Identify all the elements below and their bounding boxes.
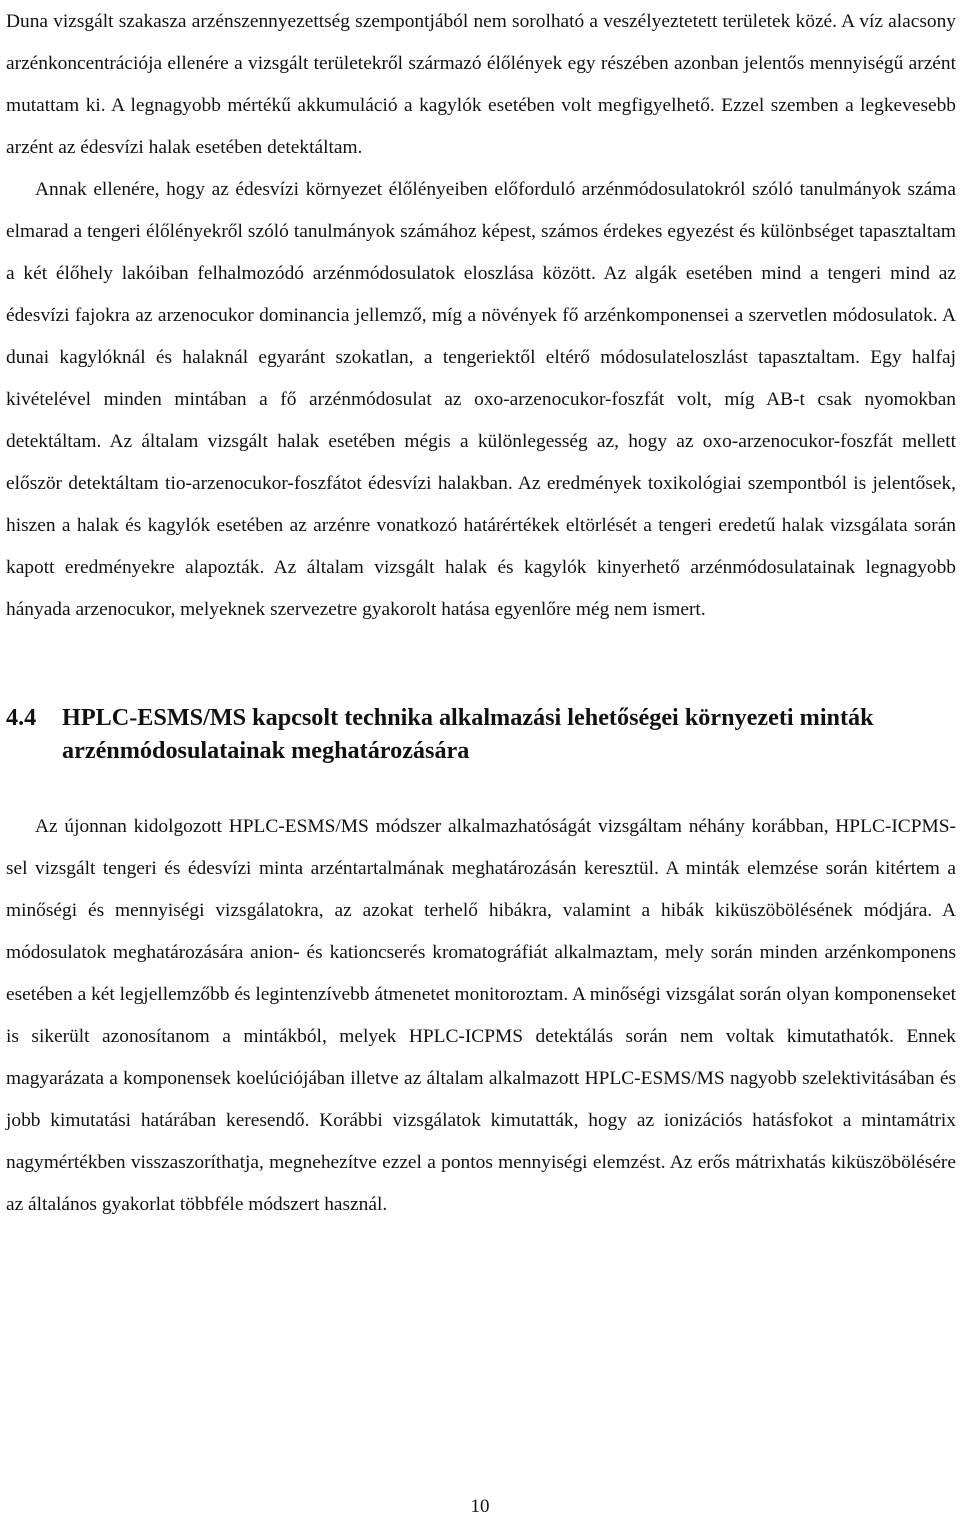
paragraph-hplc-esms-method: Az újonnan kidolgozott HPLC-ESMS/MS módszer alkalmazhatóságát vizsgáltam néhány korábban, HPLC-ICPMS-sel vizsgált tengeri és édesvízi minta arzéntartalmának meghatározásán keresztül. A minták elemzése során kitértem a minőségi és mennyiségi vizsgálatokra, az azokat terhelő hibákra, valamint a hibák kiküszöbölésének módjára. A módosulatok meghatározására anion- és kationcserés kromatográfiát alkalmaztam, mely során minden arzénkomponens esetében a két legjellemzőbb és legintenzívebb átmenetet monitoroztam. A minőségi vizsgálat során olyan komponenseket is sikerült azonosítanom a mintákból, melyek HPLC-ICPMS detektálás során nem voltak kimutathatók. Ennek magyarázata a komponensek koelúciójában illetve az általam alkalmazott HPLC-ESMS/MS nagyobb szelektivitásában és jobb kimutatási határában keresendő. Korábbi vizsgálatok kimutatták, hogy az ionizációs hatásfokot a mintamátrix nagymértékben visszaszoríthatja, megnehezítve ezzel a pontos mennyiségi elemzést. Az erős mátrixhatás kiküszöbölésére az általános gyakorlat többféle módszert használ. [6,816,956,1215]
section-heading [6,701,956,767]
section-number: 4.4 [6,704,37,731]
paragraph-freshwater-vs-marine-species: Annak ellenére, hogy az édesvízi környezet élőlényeiben előforduló arzénmódosulatokról szóló tanulmányok száma elmarad a tengeri élőlényekről szóló tanulmányok számához képest, számos érdekes egyezést és különbséget tapasztaltam a két élőhely lakóiban felhalmozódó arzénmódosulatok eloszlása között. Az algák esetében mind a tengeri mind az édesvízi fajokra az arzenocukor dominancia jellemző, míg a növények fő arzénkomponensei a szervetlen módosulatok. A dunai kagylóknál és halaknál egyaránt szokatlan, a tengeriektől eltérő módosulateloszlást tapasztaltam. Egy halfaj kivételével minden mintában a fő arzénmódosulat az oxo-arzenocukor-foszfát volt, míg AB-t csak nyomokban detektáltam. Az általam vizsgált halak esetében mégis a különlegesség az, hogy az oxo-arzenocukor-foszfát mellett először detektáltam tio-arzenocukor-foszfátot édesvízi halakban. Az eredmények toxikológiai szempontból is jelentősek, hiszen a halak és kagylók esetében az arzénre vonatkozó határértékek eltörlését a tengeri eredetű halak vizsgálata során kapott eredményekre alapozták. Az általam vizsgált halak és kagylók kinyerhető arzénmódosulatainak legnagyobb hányada arzenocukor, melyeknek szervezetre gyakorolt hatása egyenlőre még nem ismert. [6,179,956,620]
section-title: HPLC-ESMS/MS kapcsolt technika alkalmazási lehetőségei környezeti minták arzénmódosulatainak meghatározására [62,704,874,764]
page-number: 10 [470,1496,490,1517]
paragraph-duna-arsenic-summary: Duna vizsgált szakasza arzénszennyezettség szempontjából nem sorolható a veszélyeztetett területek közé. A víz alacsony arzénkoncentrációja ellenére a vizsgált területekről származó élőlények egy részében azonban jelentős mennyiségű arzént mutattam ki. A legnagyobb mértékű akkumuláció a kagylók esetében volt megfigyelhető. Ezzel szemben a legkevesebb arzént az édesvízi halak esetében detektáltam. [6,11,956,158]
document-page [6,0,956,1226]
